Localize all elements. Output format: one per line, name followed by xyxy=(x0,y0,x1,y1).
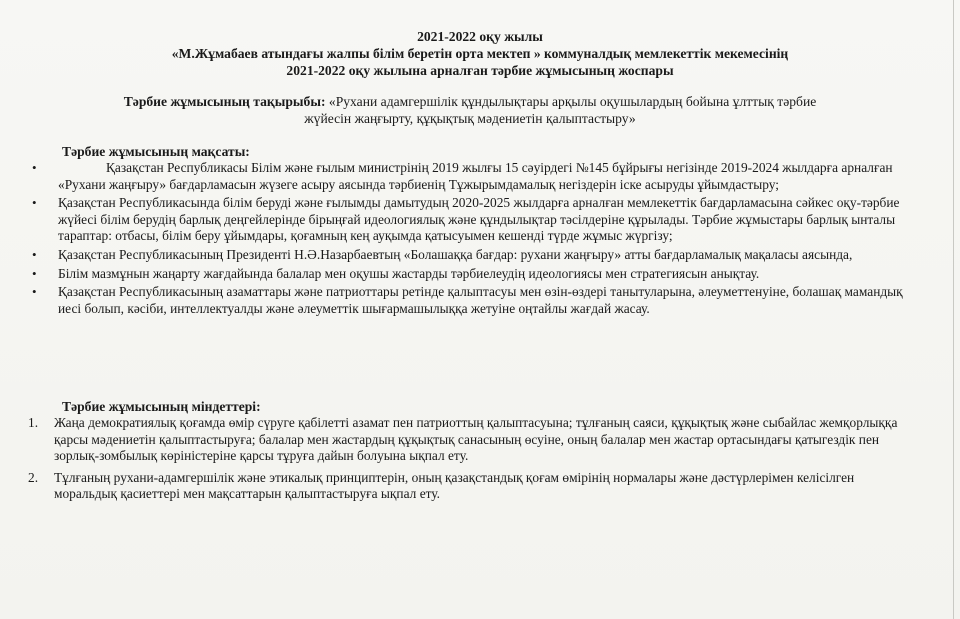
bullet-icon: • xyxy=(32,265,37,281)
list-item xyxy=(28,415,912,465)
task-text: Жаңа демократиялық қоғамда өмір сүруге қабілетті азамат пен патриоттың қалыптасуына; тұлғаның саяси, құқықтық және сыбайлас жемқорлыққа қарсы мәдениетін қалыптастыруға; балалар мен жастардың құқықтық санасының өсуіне, оның балалар мен жастар ортасындағы қатыгездік пен зорлық-зомбылық көріністеріне қарсы тұруға дайын болуына ықпал ету. xyxy=(54,415,898,464)
theme-text-line1: «Рухани адамгершілік құндылықтары арқылы оқушылардың бойына ұлттық тәрбие xyxy=(328,94,817,109)
list-item: • Қазақстан Республикасының Президенті Н.Ә.Назарбаевтың «Болашаққа бағдар: рухани жаңғыру» атты бағдарламалық мақаласы аясында, xyxy=(32,246,853,262)
theme-text-line2: жүйесін жаңғырту, құқықтық мәдениетін қалыптастыру» xyxy=(304,111,636,126)
goals-title: Тәрбие жұмысының мақсаты: xyxy=(62,144,250,159)
list-item: • Қазақстан Республикасы Білім және ғылым министрінің 2019 жылғы 15 сәуірдегі №145 бұйрығы негізінде 2019-2024 жылдарға арналған «Рухани жаңғыру» бағдарламасын жүзеге асыру аясында тәрбиенің Тұжырымдамалық негіздерін іске асыруды ұйымдастыру; xyxy=(32,160,893,192)
bullet-icon: • xyxy=(32,160,37,175)
header-institution: «М.Жұмабаев атындағы жалпы білім беретін орта мектеп » коммуналдық мемлекеттік мекемесінің xyxy=(171,46,789,61)
theme-label: Тәрбие жұмысының тақырыбы: xyxy=(123,94,326,109)
tasks-list xyxy=(28,415,912,503)
bullet-icon: • xyxy=(32,246,37,262)
task-text: Тұлғаның рухани-адамгершілік және этикалық принциптерін, оның қазақстандық қоғам өмірінің нормалары және дәстүрлерімен келісілген моральдық қасиеттері мен мақсаттарын қалыптастыруға ықпал ету. xyxy=(54,469,855,502)
bullet-icon: • xyxy=(32,284,37,300)
task-number: 2. xyxy=(28,469,39,485)
task-number: 1. xyxy=(28,415,39,430)
list-item: • Білім мазмұнын жаңарту жағдайында балалар мен оқушы жастарды тәрбиелеудің идеологиясы мен стратегиясын анықтау. xyxy=(32,265,760,281)
tasks-title: Тәрбие жұмысының міндеттері: xyxy=(62,399,261,414)
bullet-icon: • xyxy=(32,195,37,211)
list-item: • Қазақстан Республикасында білім беруді және ғылымды дамытудың 2020-2025 жылдарға арналған мемлекеттік бағдарламасына сәйкес оқу-тәрбие жүйесі білім берудің барлық деңгейлерінде бірыңғай идеологиялық және құндылықтар тәсілдеріне құрылады. Тәрбие жұмыстары барлық ынталы тараптар: отбасы, білім беру ұйымдары, қоғамның кең ауқымда қатысуымен кешенді түрде жұмыс жүргізу; xyxy=(32,195,900,244)
header-plan-title: 2021-2022 оқу жылына арналған тәрбие жұмысының жоспары xyxy=(286,63,674,78)
scan-edge-line xyxy=(953,0,954,619)
header-academic-year: 2021-2022 оқу жылы xyxy=(417,29,543,44)
goals-list xyxy=(32,160,912,319)
theme-block xyxy=(70,93,910,127)
list-item: • Қазақстан Республикасының азаматтары және патриоттары ретінде қалыптасуы мен өзін-өздері танытуларына, әлеуметтенуіне, болашақ мамандық иесі болып, кәсіби, интеллектуалды және әлеуметтік шығармашылыққа жетуіне оңтайлы жағдай жасау. xyxy=(32,284,903,316)
list-item xyxy=(28,470,912,503)
tasks-block xyxy=(28,398,912,508)
